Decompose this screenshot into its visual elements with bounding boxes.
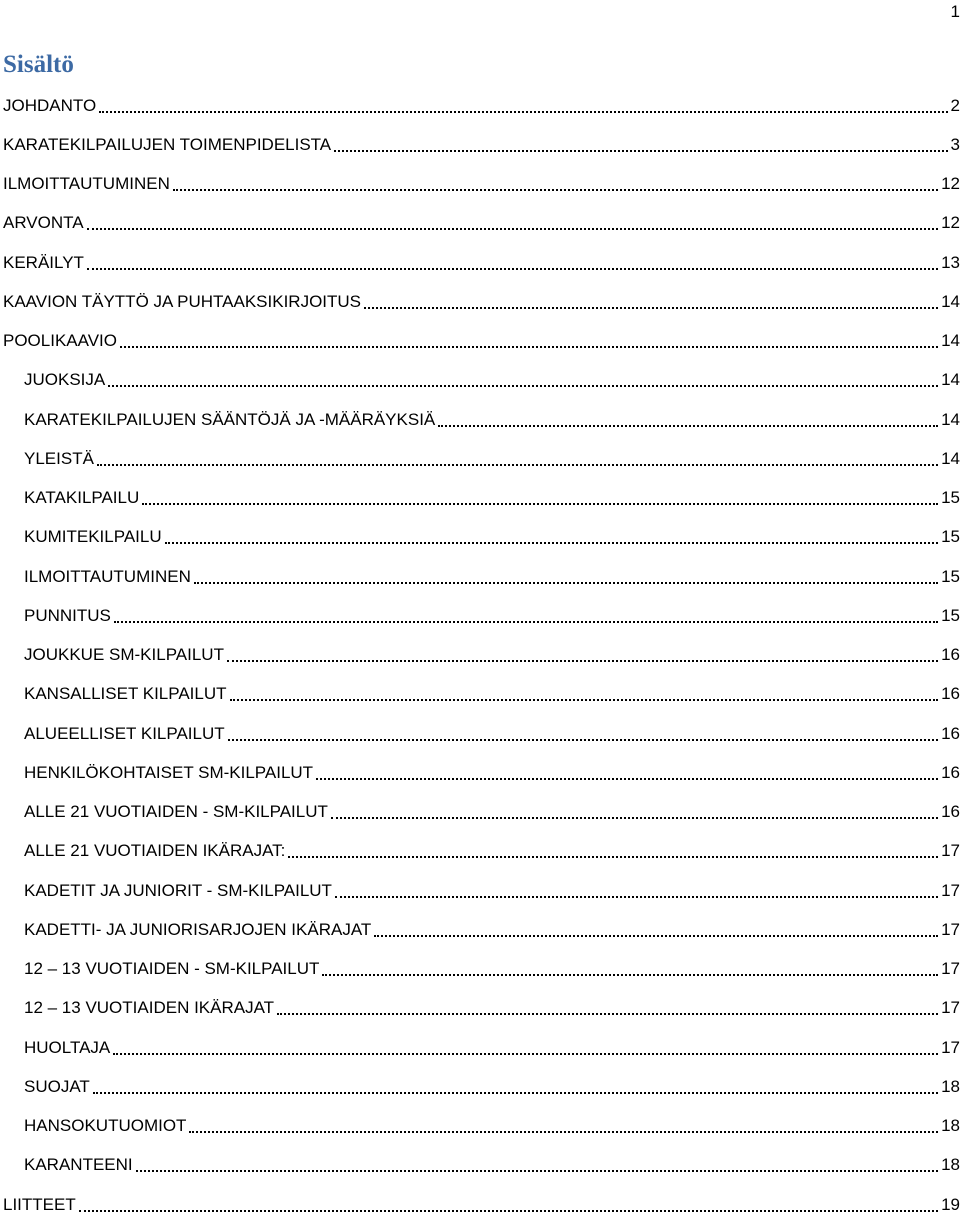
toc-entry-label: POOLIKAAVIO (3, 331, 118, 351)
toc-entry[interactable] (0, 361, 960, 400)
toc-entry-label: LIITTEET (3, 1194, 76, 1214)
toc-entry-label: KARATEKILPAILUJEN SÄÄNTÖJÄ JA -MÄÄRÄYKSIÄ (24, 409, 436, 429)
toc-entry-label: ILMOITTAUTUMINEN (24, 566, 191, 586)
toc-entry[interactable] (0, 1107, 960, 1146)
toc-entry[interactable] (0, 165, 960, 204)
toc-entry-page-number: 17 (941, 959, 960, 979)
dot-leader (288, 856, 938, 858)
toc-entry-label: KERÄILYT (3, 252, 84, 272)
toc-entry-label: JOUKKUE SM-KILPAILUT (24, 645, 224, 665)
dot-leader (194, 582, 938, 584)
dot-leader (142, 503, 938, 505)
dot-leader (331, 817, 938, 819)
dot-leader (87, 228, 938, 230)
toc-entry-label: YLEISTÄ (24, 448, 94, 468)
dot-leader (114, 621, 938, 623)
toc-entry-page-number: 15 (941, 605, 960, 625)
toc-entry-page-number: 17 (941, 880, 960, 900)
toc-entry-label: ARVONTA (3, 213, 84, 233)
toc-entry-page-number: 2 (950, 95, 960, 115)
toc-entry[interactable] (0, 86, 960, 125)
toc-entry[interactable] (0, 479, 960, 518)
toc-entry[interactable] (0, 400, 960, 439)
toc-entry-label: KUMITEKILPAILU (24, 527, 162, 547)
toc-entry-label: KADETIT JA JUNIORIT - SM-KILPAILUT (24, 880, 332, 900)
toc-entry-label: HUOLTAJA (24, 1037, 111, 1057)
dot-leader (374, 935, 938, 937)
toc-entry-page-number: 14 (941, 291, 960, 311)
toc-entry-page-number: 16 (941, 684, 960, 704)
dot-leader (228, 739, 938, 741)
toc-entry-label: KATAKILPAILU (24, 488, 140, 508)
toc-entry-page-number: 14 (941, 448, 960, 468)
toc-entry[interactable] (0, 518, 960, 557)
page-number: 1 (950, 2, 960, 21)
toc-entry-page-number: 16 (941, 645, 960, 665)
toc-entry-page-number: 18 (941, 1116, 960, 1136)
dot-leader (120, 346, 938, 348)
dot-leader (335, 896, 938, 898)
toc-entry-label: KADETTI- JA JUNIORISARJOJEN IKÄRAJAT (24, 919, 372, 939)
toc-entry-page-number: 18 (941, 1076, 960, 1096)
toc-entry[interactable] (0, 1028, 960, 1067)
dot-leader (364, 307, 938, 309)
toc-entry[interactable] (0, 1185, 960, 1224)
toc-entry-label: JUOKSIJA (24, 370, 106, 390)
toc-entry[interactable] (0, 871, 960, 910)
dot-leader (99, 111, 947, 113)
toc-entry[interactable] (0, 753, 960, 792)
dot-leader (79, 1210, 938, 1212)
toc-entry[interactable] (0, 596, 960, 635)
dot-leader (438, 425, 938, 427)
table-of-contents (0, 86, 960, 1224)
toc-entry[interactable] (0, 322, 960, 361)
toc-entry-page-number: 15 (941, 566, 960, 586)
dot-leader (189, 1131, 938, 1133)
toc-entry[interactable] (0, 636, 960, 675)
dot-leader (93, 1092, 938, 1094)
toc-entry-label: ALUEELLISET KILPAILUT (24, 723, 225, 743)
toc-entry-label: HENKILÖKOHTAISET SM-KILPAILUT (24, 762, 314, 782)
toc-entry-label: HANSOKUTUOMIOT (24, 1116, 187, 1136)
toc-entry-page-number: 18 (941, 1155, 960, 1175)
toc-entry-page-number: 16 (941, 723, 960, 743)
toc-entry-page-number: 14 (941, 370, 960, 390)
toc-entry-page-number: 15 (941, 527, 960, 547)
dot-leader (165, 542, 938, 544)
dot-leader (227, 660, 938, 662)
toc-entry[interactable] (0, 1146, 960, 1185)
dot-leader (136, 1170, 938, 1172)
toc-entry-label: ILMOITTAUTUMINEN (3, 174, 170, 194)
dot-leader (277, 1013, 938, 1015)
toc-entry[interactable] (0, 950, 960, 989)
toc-entry[interactable] (0, 1067, 960, 1106)
dot-leader (87, 268, 938, 270)
toc-entry[interactable] (0, 989, 960, 1028)
toc-entry[interactable] (0, 832, 960, 871)
toc-entry-page-number: 17 (941, 1037, 960, 1057)
toc-entry-page-number: 17 (941, 998, 960, 1018)
toc-entry[interactable] (0, 125, 960, 164)
toc-entry-label: ALLE 21 VUOTIAIDEN - SM-KILPAILUT (24, 802, 328, 822)
toc-entry[interactable] (0, 557, 960, 596)
dot-leader (316, 778, 938, 780)
toc-entry-page-number: 19 (941, 1194, 960, 1214)
toc-entry-page-number: 14 (941, 409, 960, 429)
dot-leader (173, 189, 938, 191)
toc-entry[interactable] (0, 910, 960, 949)
toc-entry-label: KARANTEENI (24, 1155, 133, 1175)
toc-entry-label: KARATEKILPAILUJEN TOIMENPIDELISTA (3, 134, 332, 154)
dot-leader (97, 464, 938, 466)
toc-entry-page-number: 16 (941, 802, 960, 822)
toc-entry[interactable] (0, 204, 960, 243)
toc-entry-page-number: 13 (941, 252, 960, 272)
toc-entry[interactable] (0, 675, 960, 714)
dot-leader (108, 385, 938, 387)
toc-entry-page-number: 16 (941, 762, 960, 782)
toc-entry[interactable] (0, 439, 960, 478)
toc-entry[interactable] (0, 243, 960, 282)
toc-entry[interactable] (0, 793, 960, 832)
toc-entry-page-number: 12 (941, 213, 960, 233)
dot-leader (334, 150, 947, 152)
toc-entry-label: 12 – 13 VUOTIAIDEN - SM-KILPAILUT (24, 959, 320, 979)
toc-title: Sisältö (3, 51, 74, 78)
toc-entry-page-number: 15 (941, 488, 960, 508)
toc-entry-label: KAAVION TÄYTTÖ JA PUHTAAKSIKIRJOITUS (3, 291, 362, 311)
toc-entry-label: SUOJAT (24, 1076, 90, 1096)
toc-entry-label: ALLE 21 VUOTIAIDEN IKÄRAJAT: (24, 841, 286, 861)
toc-entry-label: 12 – 13 VUOTIAIDEN IKÄRAJAT (24, 998, 275, 1018)
toc-entry[interactable] (0, 714, 960, 753)
toc-entry-page-number: 12 (941, 174, 960, 194)
toc-entry-label: PUNNITUS (24, 605, 111, 625)
toc-entry-page-number: 17 (941, 919, 960, 939)
dot-leader (230, 699, 939, 701)
toc-entry-label: JOHDANTO (3, 95, 97, 115)
toc-entry[interactable] (0, 282, 960, 321)
toc-entry-label: KANSALLISET KILPAILUT (24, 684, 227, 704)
toc-entry-page-number: 3 (950, 134, 960, 154)
toc-entry-page-number: 14 (941, 331, 960, 351)
dot-leader (113, 1053, 938, 1055)
toc-entry-page-number: 17 (941, 841, 960, 861)
dot-leader (322, 974, 938, 976)
